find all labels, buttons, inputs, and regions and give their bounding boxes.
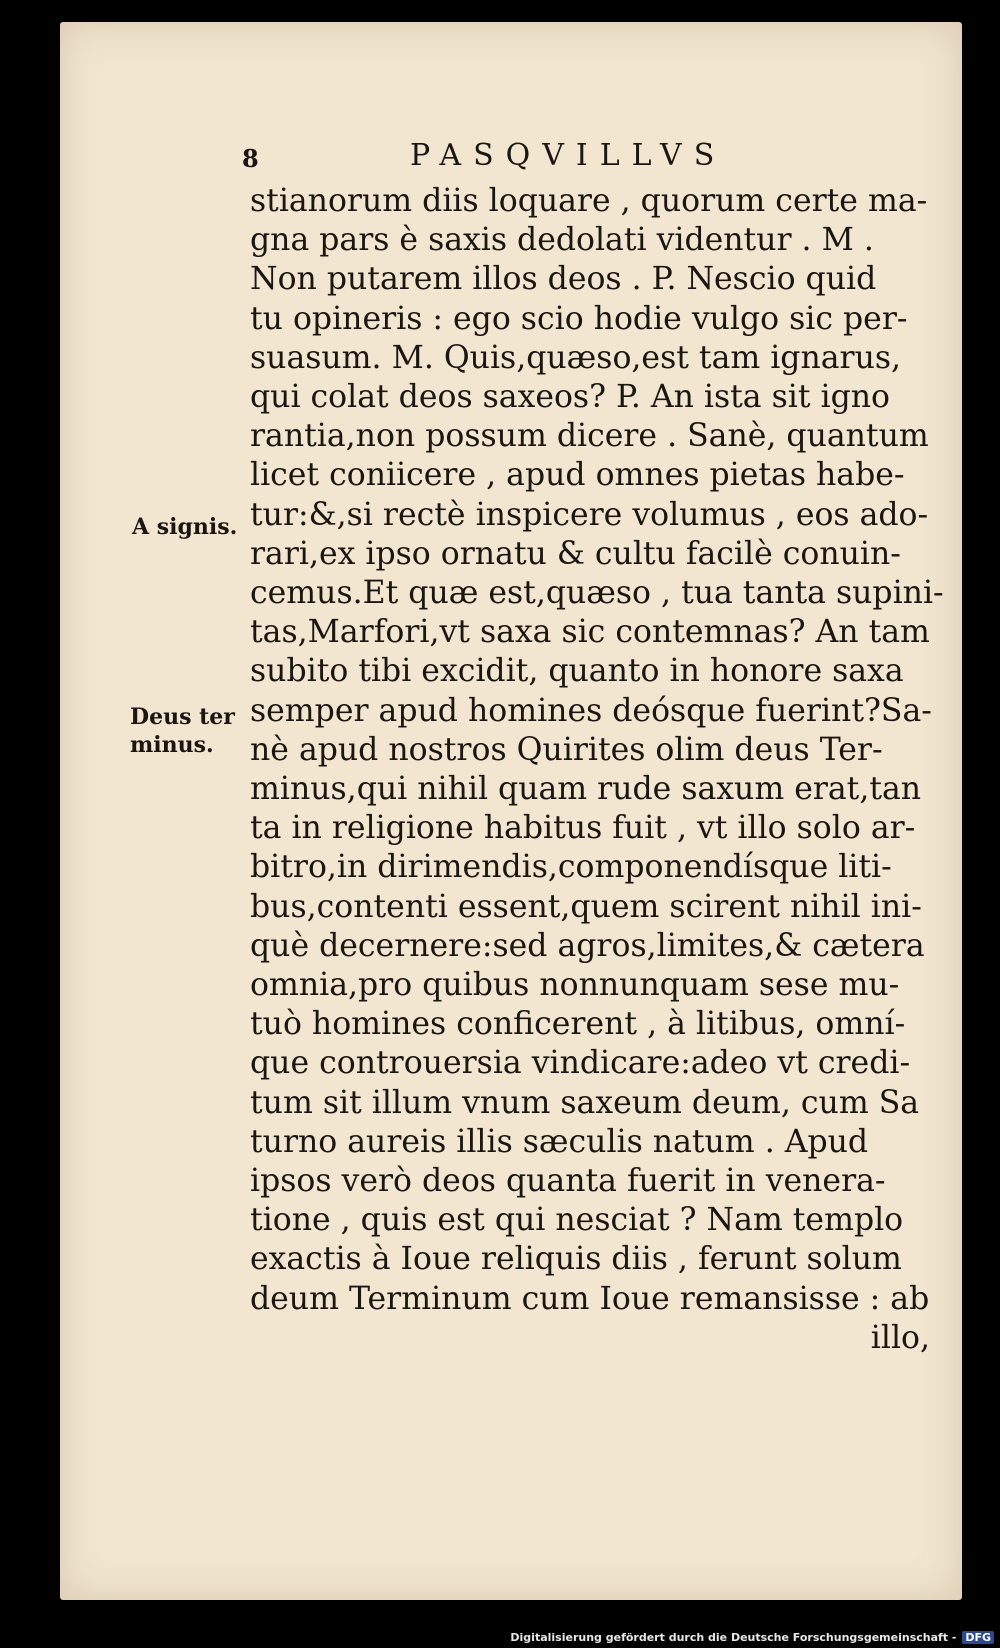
margin-note-signis: A signis. [132,514,238,540]
dfg-logo: DFG [962,1631,994,1644]
footer-text: Digitalisierung gefördert durch die Deutsche Forschungsgemeinschaft - [510,1631,957,1644]
margin-note-deus-ter: Deus ter [130,704,235,730]
text-line: licet coniicere , apud omnes pietas habe- [250,457,905,494]
text-line: turno aureis illis sæculis natum . Apud [250,1123,869,1160]
text-line: semper apud homines deósque fuerint?Sa- [250,692,932,729]
text-line: stianorum diis loquare , quorum certe ma- [250,183,928,219]
text-line: rari,ex ipso ornatu & cultu facilè conuin- [250,535,901,572]
page-number: 8 [242,144,259,173]
text-line: gna pars è saxis dedolati videntur . M . [250,222,874,259]
text-line: omnia,pro quibus nonnunquam sese mu- [250,967,900,1004]
text-line: suasum. M. Quis,quæso,est tam ignarus, [250,339,902,376]
text-line: tum sit illum vnum saxeum deum, cum Sa [250,1084,920,1121]
catchword: illo, [870,1319,930,1356]
text-line: nè apud nostros Quirites olim deus Ter- [250,731,883,768]
text-line: bus,contenti essent,quem scirent nihil ini- [250,888,922,925]
text-line: tuò homines conficerent , à litibus, omní- [250,1006,906,1043]
text-line: tu opineris : ego scio hodie vulgo sic per- [250,300,908,337]
text-line: deum Terminum cum Ioue remansisse : ab [250,1280,930,1317]
book-page [60,22,962,1600]
text-line: tas,Marfori,vt saxa sic contemnas? An tam [250,614,930,651]
digitization-footer [510,1631,994,1644]
text-line: rantia,non possum dicere . Sanè, quantum [250,418,929,455]
text-line: ipsos verò deos quanta fuerit in venera- [250,1163,886,1200]
text-line: ta in religione habitus fuit , vt illo solo ar- [250,810,916,847]
text-line: cemus.Et quæ est,quæso , tua tanta supini- [250,575,944,612]
running-head: PASQVILLVS [410,138,727,173]
text-line: bitro,in dirimendis,componendísque liti- [250,849,892,886]
text-line: exactis à Ioue reliquis diis , ferunt solum [250,1241,902,1278]
text-line: subito tibi excidit, quanto in honore saxa [250,653,904,690]
text-line: qui colat deos saxeos? P. An ista sit igno [250,379,890,416]
text-line: tur:&,si rectè inspicere volumus , eos ado- [250,496,929,533]
text-line: que controuersia vindicare:adeo vt credi- [250,1045,911,1082]
text-line: minus,qui nihil quam rude saxum erat,tan [250,771,922,808]
text-line: què decernere:sed agros,limites,& cætera [250,927,925,964]
text-line: Non putarem illos deos . P. Nescio quid [250,261,877,298]
margin-note-minus: minus. [130,732,214,758]
text-line: tione , quis est qui nesciat ? Nam templo [250,1202,904,1239]
body-text [250,182,950,1358]
